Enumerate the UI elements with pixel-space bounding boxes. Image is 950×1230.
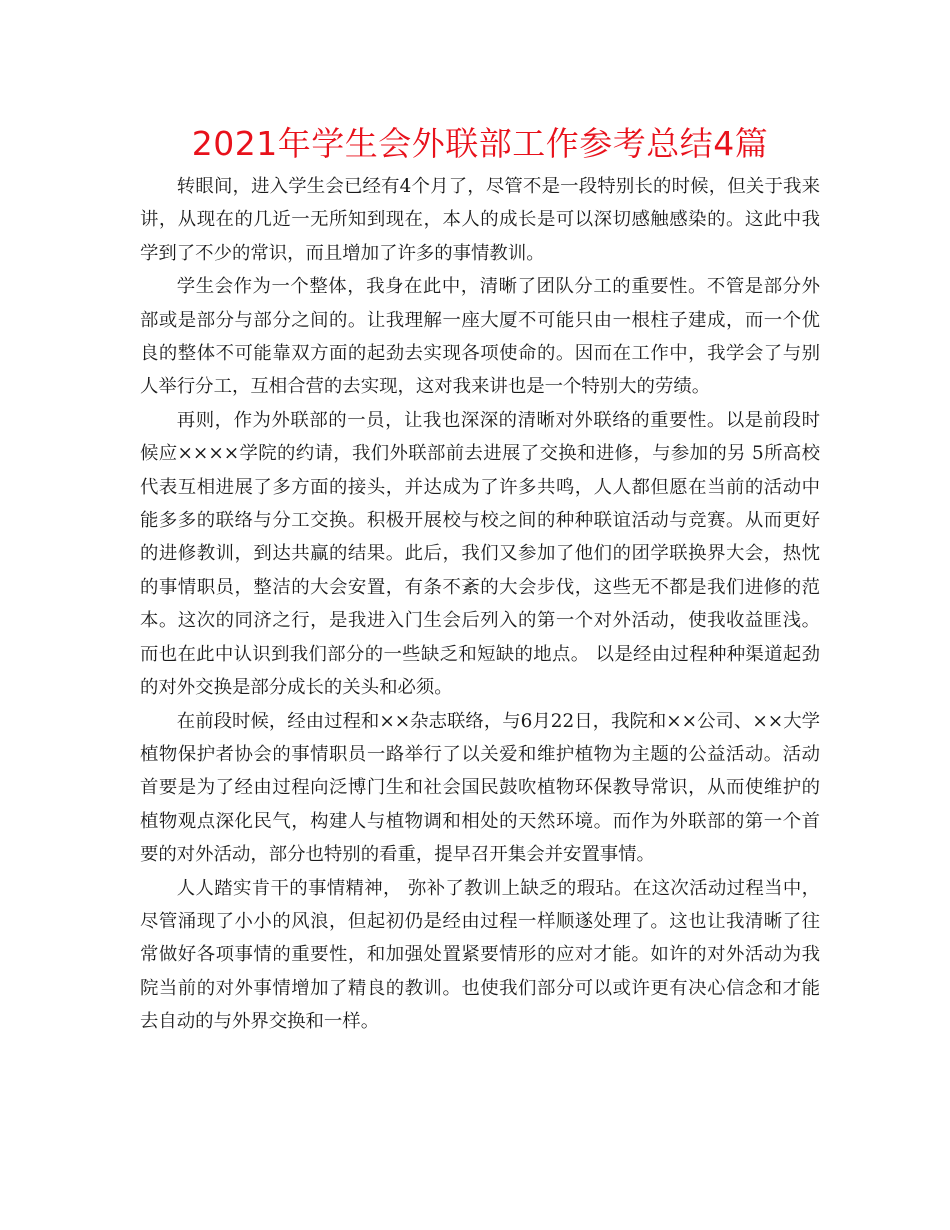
paragraph: 在前段时候，经由过程和××杂志联络，与6月22日，我院和××公司、××大学植物保护者协会的事情职员一路举行了以关爱和维护植物为主题的公益活动。活动首要是为了经由过程向泛博门生和社会国民鼓吹植物环保教导常识，从而使维护的植物观点深化民气，构建人与植物调和相处的天然环境。而作为外联部的第一个首要的对外活动，部分也特别的看重，提早召开集会并安置事情。: [140, 710, 820, 866]
document-body: [140, 170, 820, 1039]
paragraph: 人人踏实肯干的事情精神， 弥补了教训上缺乏的瑕玷。在这次活动过程当中，尽管涌现了小小的风浪，但起初仍是经由过程一样顺遂处理了。这也让我清晰了往常做好各项事情的重要性，和加强处置紧要情形的应对才能。如许的对外活动为我院当前的对外事情增加了精良的教训。也使我们部分可以或许更有决心信念和才能去自动的与外界交换和一样。: [140, 877, 820, 1033]
document-page: [140, 118, 820, 1039]
paragraph: 转眼间，进入学生会已经有4个月了，尽管不是一段特别长的时候，但关于我来讲，从现在的几近一无所知到现在，本人的成长是可以深切感触感染的。这此中我学到了不少的常识，而且增加了许多的事情教训。: [140, 176, 820, 264]
paragraph: 再则，作为外联部的一员，让我也深深的清晰对外联络的重要性。以是前段时候应××××学院的约请，我们外联部前去进展了交换和进修，与参加的另 5所高校代表互相进展了多方面的接头，并达成为了许多共鸣，人人都但愿在当前的活动中能多多的联络与分工交换。积极开展校与校之间的种种联谊活动与竞赛。从而更好的进修教训，到达共赢的结果。此后，我们又参加了他们的团学联换界大会，热忱的事情职员，整洁的大会安置，有条不紊的大会步伐，这些无不都是我们进修的范本。这次的同济之行，是我进入门生会后列入的第一个对外活动，使我收益匪浅。而也在此中认识到我们部分的一些缺乏和短缺的地点。 以是经由过程种种渠道起劲的对外交换是部分成长的关头和必须。: [140, 409, 820, 699]
document-title: 2021年学生会外联部工作参考总结4篇: [191, 124, 769, 163]
paragraph: 学生会作为一个整体，我身在此中，清晰了团队分工的重要性。不管是部分外部或是部分与部分之间的。让我理解一座大厦不可能只由一根柱子建成，而一个优良的整体不可能靠双方面的起劲去实现各项使命的。因而在工作中，我学会了与别人举行分工，互相合营的去实现，这对我来讲也是一个特别大的劳绩。: [140, 276, 820, 398]
